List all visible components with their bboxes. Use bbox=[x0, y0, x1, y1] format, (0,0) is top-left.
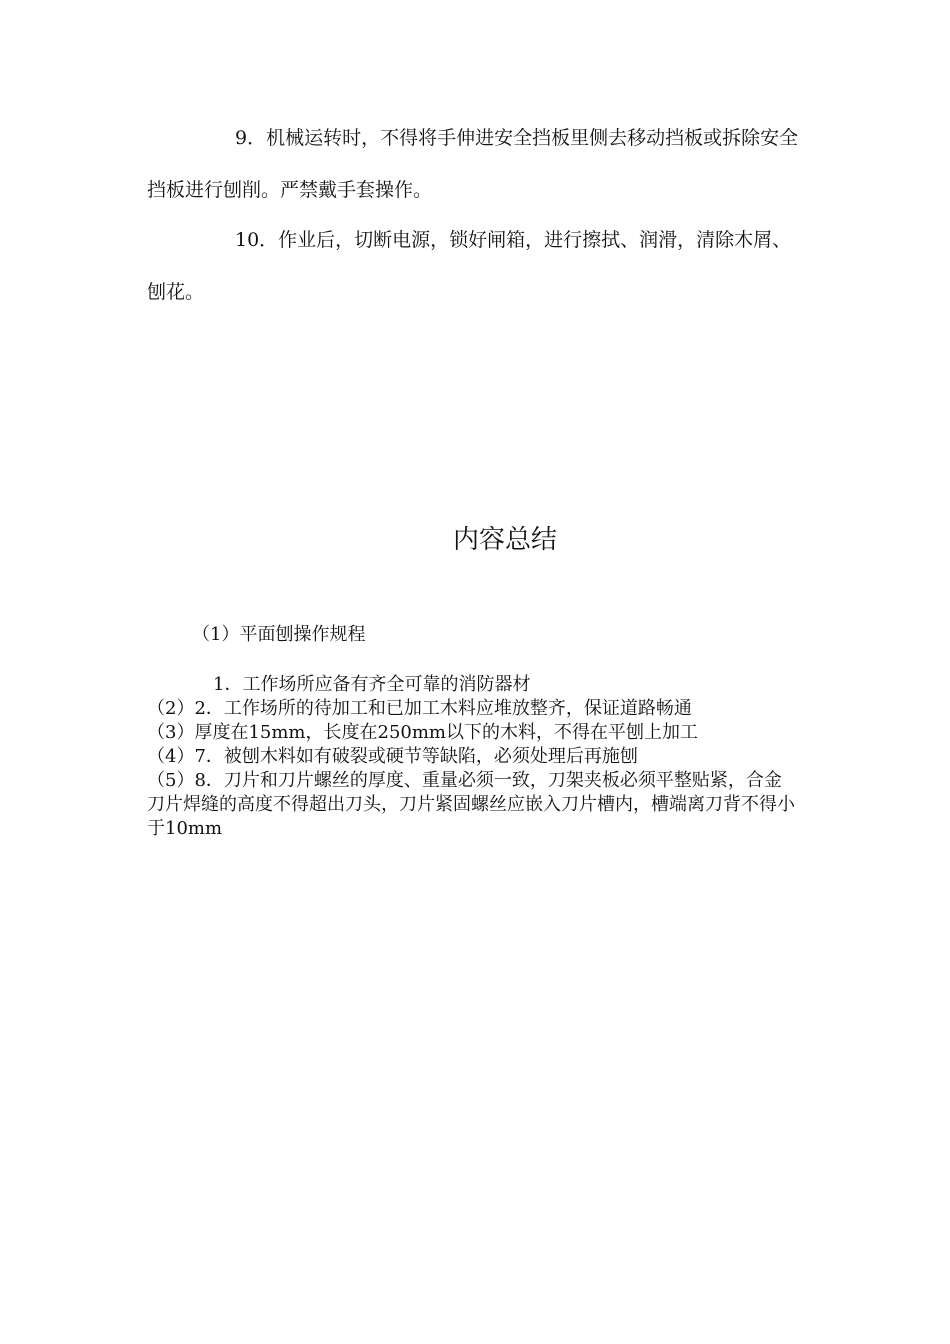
rule-paragraph-10 bbox=[147, 214, 807, 318]
rule-text: 10．作业后，切断电源，锁好闸箱，进行擦拭、润滑，清除木屑、刨花。 bbox=[147, 229, 792, 303]
rule-text: 9．机械运转时，不得将手伸进安全挡板里侧去移动挡板或拆除安全挡板进行刨削。严禁戴手套操作。 bbox=[147, 127, 799, 201]
summary-item: （4）7．被刨木料如有破裂或硬节等缺陷，必须处理后再施刨 bbox=[147, 746, 638, 767]
summary-title: 内容总结 bbox=[452, 525, 557, 555]
summary-list bbox=[147, 673, 797, 841]
summary-item: 1．工作场所应备有齐全可靠的消防器材 bbox=[213, 674, 531, 695]
rule-paragraph-9 bbox=[147, 112, 807, 216]
summary-item: （3）厚度在15mm，长度在250mm以下的木料，不得在平刨上加工 bbox=[147, 722, 698, 743]
summary-item: （2）2．工作场所的待加工和已加工木料应堆放整齐，保证道路畅通 bbox=[147, 698, 692, 719]
summary-heading: （1）平面刨操作规程 bbox=[192, 624, 366, 645]
summary-item: （5）8．刀片和刀片螺丝的厚度、重量必须一致，刀架夹板必须平整贴紧，合金刀片焊缝的高度不得超出刀头，刀片紧固螺丝应嵌入刀片槽内，槽端离刀背不得小于10mm bbox=[147, 770, 795, 839]
